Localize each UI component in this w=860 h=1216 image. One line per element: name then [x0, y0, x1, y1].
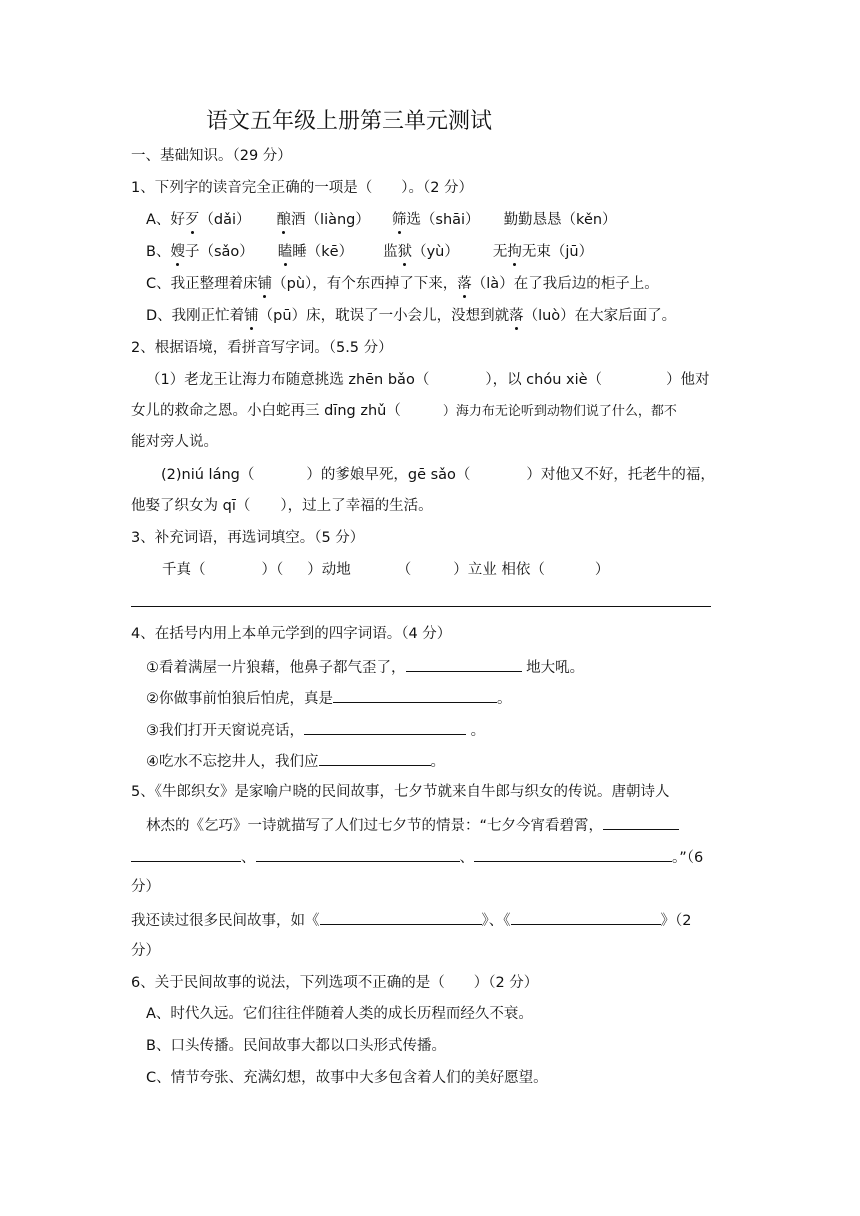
answer-blank[interactable]	[474, 846, 672, 862]
sentence-text: ），以 chóu xiè（	[485, 372, 603, 388]
sentence-text: （pù），有个东西掉了下来，	[272, 276, 458, 292]
q5-line-2	[146, 814, 679, 836]
word-text: 勤勤	[503, 212, 533, 228]
sentence-text: ①看着满屋一片狼藉，他鼻子都气歪了，	[146, 660, 406, 676]
word-text: （	[396, 562, 412, 578]
sentence-text: ）海力布无论听到动物们说了什么，都不	[442, 404, 677, 419]
answer-blank[interactable]	[333, 687, 497, 703]
sentence-text: 林杰的《乞巧》一诗就描写了人们过七夕节的情景：“七夕今宵看碧霄，	[146, 818, 604, 834]
sentence-text: ③我们打开天窗说亮话，	[146, 723, 304, 739]
sentence-text: ）的爹娘早死，gē sǎo（	[306, 467, 471, 483]
q1-stem: 1、下列字的读音完全正确的一项是（ ）。（2 分）	[131, 180, 474, 196]
q6-option-a: A、时代久远。它们往往伴随着人类的成长历程而经久不衰。	[146, 1006, 533, 1022]
word-text: 睡（kē）	[292, 244, 354, 260]
q2-line-5	[131, 496, 433, 516]
dotted-char: 落	[457, 276, 472, 292]
pinyin-text: （yù）	[412, 244, 459, 260]
dotted-char: 拘	[507, 244, 522, 260]
sentence-text: ④吃水不忘挖井人，我们应	[146, 754, 319, 770]
sentence-text: C、我正整理着床	[146, 276, 258, 292]
sentence-text: 地大吼。	[521, 660, 585, 676]
page-title: 语文五年级上册第三单元测试	[206, 109, 493, 134]
answer-blank[interactable]	[603, 814, 679, 830]
q6-option-b: B、口头传播。民间故事大都以口头形式传播。	[146, 1038, 446, 1054]
word-text: 千真（	[162, 562, 206, 578]
q5-score: 分）	[131, 879, 160, 895]
option-label: A、	[146, 212, 171, 228]
q4-item-2	[146, 687, 512, 709]
pinyin-text: （dǎi）	[199, 212, 251, 228]
q3-words	[162, 560, 609, 580]
q4-item-4	[146, 750, 445, 772]
sentence-text: 》、《	[481, 913, 511, 929]
separator-text: 、	[459, 850, 474, 866]
word-text: 监	[383, 244, 398, 260]
sentence-text: 他娶了织女为 qī（	[131, 498, 251, 514]
q2-stem: 2、根据语境，看拼音写字词。（5.5 分）	[131, 340, 393, 356]
sentence-text: 。	[430, 754, 445, 770]
sentence-text: (2)niú láng（	[161, 467, 255, 483]
word-text: ）立业 相依（	[453, 562, 545, 578]
q3-stem: 3、补充词语，再选词填空。（5 分）	[131, 530, 365, 546]
word-text: 恳恳（kěn）	[532, 212, 617, 228]
answer-blank[interactable]	[320, 909, 482, 925]
q2-line-1	[146, 370, 710, 390]
dotted-char: 嫂	[170, 244, 185, 260]
dotted-char: 铺	[257, 276, 273, 292]
word-text: 选（shāi）	[406, 212, 480, 228]
q6-option-c: C、情节夸张、充满幻想，故事中大多包含着人们的美好愿望。	[146, 1070, 548, 1086]
q2-line-4	[161, 465, 715, 485]
sentence-text: （là）在了我后边的柜子上。	[471, 276, 659, 292]
word-text: 无	[492, 244, 508, 260]
answer-blank[interactable]	[304, 719, 466, 735]
sentence-text: D、我刚正忙着	[146, 308, 245, 324]
option-label: B、	[146, 244, 171, 260]
q3-answer-line[interactable]	[131, 606, 711, 607]
q5-line-4	[131, 909, 691, 931]
sentence-text: 我还读过很多民间故事，如《	[131, 913, 320, 929]
word-text: 无束（jū）	[521, 244, 594, 260]
word-text: ）动地	[307, 562, 351, 578]
q4-stem: 4、在括号内用上本单元学到的四字词语。（4 分）	[131, 626, 452, 642]
sentence-text: 》（2	[660, 913, 692, 929]
separator-text: 、	[241, 850, 256, 866]
answer-blank[interactable]	[319, 750, 431, 766]
sentence-text: 。	[466, 723, 486, 739]
dotted-char: 落	[509, 308, 524, 324]
q1-option-a	[146, 210, 617, 230]
q5-score-2: 分）	[131, 943, 160, 959]
word-text: ）（	[261, 562, 284, 578]
answer-blank[interactable]	[131, 846, 241, 862]
sentence-text: 女儿的救命之恩。小白蛇再三 dīng zhǔ（	[131, 403, 401, 419]
dotted-char: 歹	[184, 212, 200, 228]
sentence-text: （pū）床，耽误了一小会儿，没想到就	[258, 308, 510, 324]
q1-option-c	[146, 274, 659, 294]
sentence-text: 。”（6	[672, 850, 704, 866]
sentence-text: ）对他又不好，托老牛的福，	[526, 467, 715, 483]
q6-stem: 6、关于民间故事的说法，下列选项不正确的是（ ）（2 分）	[131, 975, 539, 991]
answer-blank[interactable]	[511, 909, 661, 925]
dotted-char: 铺	[244, 308, 259, 324]
sentence-text: 。	[497, 691, 512, 707]
q1-option-b	[146, 242, 593, 262]
word-text: 酒（liàng）	[291, 212, 370, 228]
dotted-char: 筛	[391, 212, 407, 228]
word-text: 子（sǎo）	[184, 244, 254, 260]
sentence-text: （1）老龙王让海力布随意挑选 zhēn bǎo（	[146, 372, 430, 388]
dotted-char: 酿	[276, 212, 292, 228]
dotted-char: 狱	[397, 244, 413, 260]
word-text: ）	[594, 562, 610, 578]
answer-blank[interactable]	[406, 656, 522, 672]
q2-line-2	[131, 401, 677, 422]
q4-item-3	[146, 719, 485, 741]
q5-line-3	[131, 846, 703, 868]
q2-line-3: 能对旁人说。	[131, 434, 218, 450]
q5-line-1: 5、《牛郎织女》是家喻户晓的民间故事，七夕节就来自牛郎与织女的传说。唐朝诗人	[131, 784, 670, 800]
answer-blank[interactable]	[256, 846, 460, 862]
sentence-text: ），过上了幸福的生活。	[280, 498, 433, 514]
section-basic-knowledge: 一、基础知识。（29 分）	[131, 148, 292, 164]
dotted-char: 瞌	[277, 244, 293, 260]
q4-item-1	[146, 656, 584, 678]
sentence-text: ②你做事前怕狼后怕虎，真是	[146, 691, 333, 707]
q1-option-d	[146, 306, 676, 326]
sentence-text: ）他对	[666, 372, 710, 388]
sentence-text: （luò）在大家后面了。	[523, 308, 677, 324]
word-text: 好	[170, 212, 185, 228]
